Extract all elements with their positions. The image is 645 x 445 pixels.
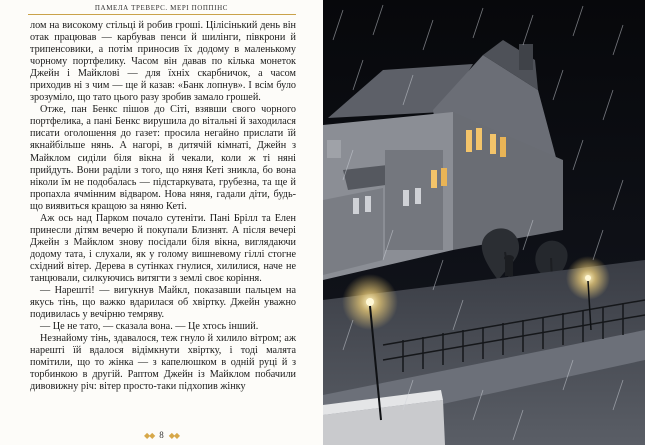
body-text	[30, 20, 296, 393]
paragraph-1: лом на високому стільці й робив гроші. Цілісінький день він отак працював — карбував пенси й шилінги, півкрони й трипенсовики, а потім приносив їх додому в маленькому чорному портфелику. Часом він давав по кілька монеток Джейн і Майклові — для їхніх скарбничок, а часом приходив ні з чим — ще й казав: «Банк лопнув». І всім було зрозуміло, що тато цього разу зробив замало грошей.	[30, 20, 296, 104]
paragraph-6: Незнайому тінь, здавалося, теж гнуло й хилило вітром; аж нарешті їй вдалося відімкнути хвіртку, і тоді малята помітили, що то жінка — з капелюшком в одній руці й з торбинкою в другій. Раптом Джейн із Майклом побачили дивовижну річ: вітер просто-таки підхопив жінку	[30, 333, 296, 393]
paragraph-5: — Це не тато, — сказала вона. — Це хтось інший.	[40, 321, 259, 333]
paragraph-2: Отже, пан Бенкс пішов до Сіті, взявши свого чорного портфелика, а пані Бенкс вирушила до вітальні й заходилася писати оголошення до газет: просила негайно прислати їй якнайбільше нянь. А нагорі, в дитячій кімнаті, Джейн з Майклом сиділи біля вікна й чекали, коли ж ті няні прийдуть. Вони раділи з того, що няня Кеті зникла, бо вона ніколи їм не подобалась — підстаркувата, грубезна, та ще й пропахла ячмінним відваром. Нова няня, гадали діти, будь-що виявиться кращою за няню Кеті.	[30, 104, 296, 212]
night-house-illustration	[323, 0, 645, 445]
page-number-block	[0, 430, 323, 440]
ornament-left-icon: ◆◆	[143, 430, 155, 440]
paragraph-4: — Нарешті! — вигукнув Майкл, показавши пальцем на якусь тінь, що важко вдарилася об хвіртку. Джейн уважно подивилась у вечірню темряву.	[30, 285, 296, 321]
illustration-page	[323, 0, 645, 445]
walking-figure	[504, 255, 514, 276]
header-rule	[28, 14, 296, 15]
ornament-right-icon: ◆◆	[168, 430, 180, 440]
paragraph-3: Аж ось над Парком почало сутеніти. Пані Брілл та Елен принесли дітям вечерю й покупали Близнят. А після вечері Джейн з Майклом знову посідали біля вікна, виглядаючи додому тата, і слухали, як у голому вишневому гіллі стогне східний вітер. Дерева в сутінках гнулися, хилилися, наче не танцювали, силкуючись витягти з землі своє коріння.	[30, 212, 296, 284]
running-head: ПАМЕЛА ТРЕВЕРС. МЕРІ ПОППІНС	[94, 4, 229, 12]
page-number: 8	[159, 430, 164, 440]
